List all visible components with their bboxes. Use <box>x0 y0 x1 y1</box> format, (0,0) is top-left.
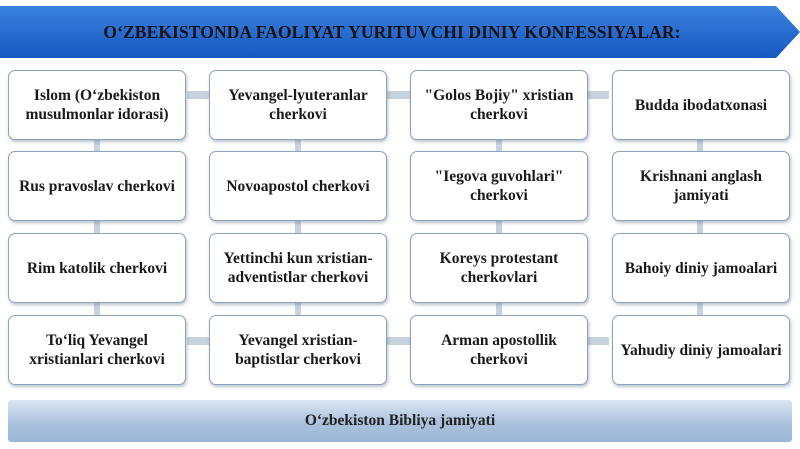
confession-label: Rus pravoslav cherkovi <box>19 177 175 195</box>
confession-card <box>410 315 588 385</box>
confession-label: Yevangel-lyuteranlar cherkovi <box>228 87 368 123</box>
confession-card <box>612 151 790 221</box>
confession-card <box>612 315 790 385</box>
confession-label: Islom (O‘zbekiston musulmonlar idorasi) <box>25 87 169 123</box>
confession-label: Bahoiy diniy jamoalari <box>624 259 778 277</box>
confession-label: Krishnani anglash jamiyati <box>640 168 762 204</box>
confession-card <box>8 151 186 221</box>
confession-label: "Golos Bojiy" xristian cherkovi <box>424 87 574 123</box>
confession-label: Novoapostol cherkovi <box>226 177 370 195</box>
confession-card <box>410 233 588 303</box>
confession-label: Koreys protestant cherkovlari <box>439 250 559 286</box>
confession-label: Yevangel xristian-baptistlar cherkovi <box>235 332 361 368</box>
confession-card <box>612 70 790 140</box>
footer-label: O‘zbekiston Bibliya jamiyati <box>304 412 496 429</box>
confession-card <box>8 315 186 385</box>
confession-label: "Iegova guvohlari" cherkovi <box>434 168 564 204</box>
confession-label: Yahudiy diniy jamoalari <box>620 341 782 359</box>
confession-label: Yettinchi kun xristian-adventistlar cherkovi <box>223 250 373 286</box>
confession-card <box>612 233 790 303</box>
confession-card <box>8 233 186 303</box>
confession-card <box>410 70 588 140</box>
confession-card <box>209 233 387 303</box>
confession-card <box>8 70 186 140</box>
footer-banner <box>8 400 792 442</box>
confession-card <box>209 315 387 385</box>
confession-card <box>209 70 387 140</box>
confession-card <box>209 151 387 221</box>
confession-label: To‘liq Yevangel xristianlari cherkovi <box>29 332 165 368</box>
confession-card <box>410 151 588 221</box>
page-title: O‘ZBEKISTONDA FAOLIYAT YURITUVCHI DINIY KONFESSIYALAR: <box>103 21 681 42</box>
header-banner <box>0 6 800 58</box>
confession-label: Arman apostollik cherkovi <box>441 332 557 368</box>
confession-label: Rim katolik cherkovi <box>26 259 168 277</box>
confession-label: Budda ibodatxonasi <box>634 96 768 114</box>
